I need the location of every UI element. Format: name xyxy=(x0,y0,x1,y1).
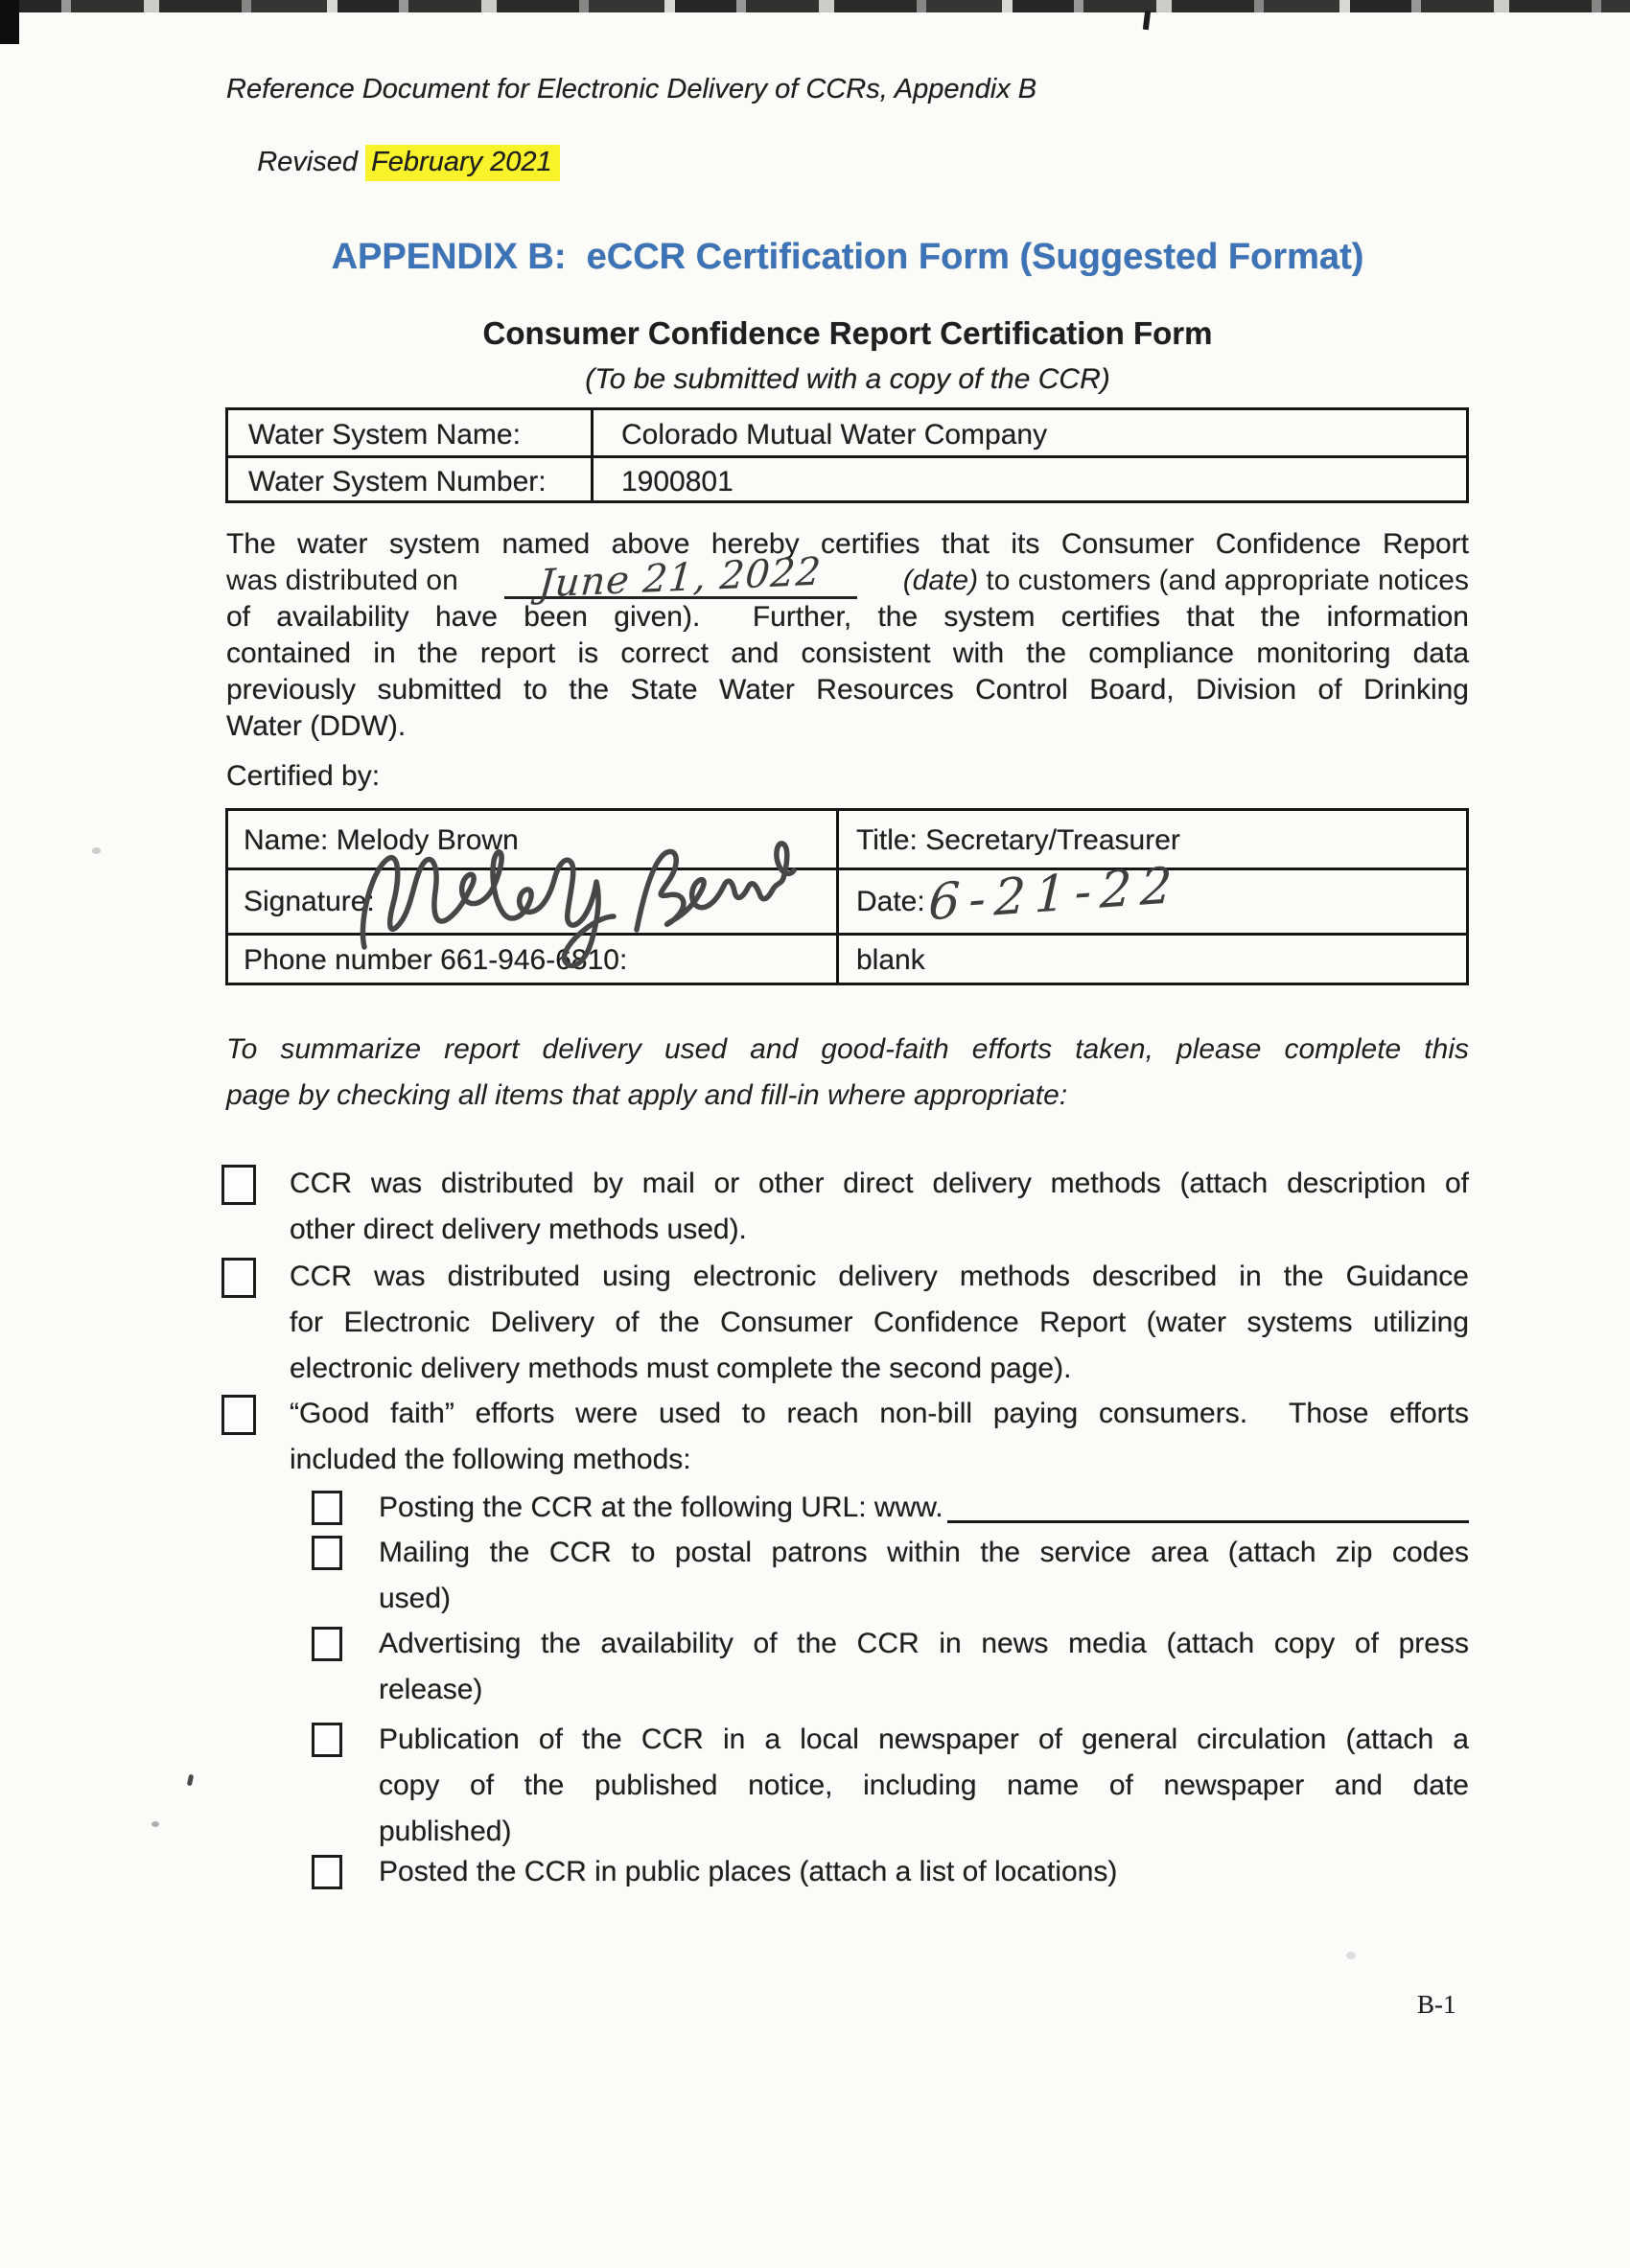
checkbox[interactable] xyxy=(312,1723,342,1757)
paragraph-line-with-date xyxy=(226,549,1469,607)
checkbox[interactable] xyxy=(312,1627,342,1661)
checklist-item-text: CCR was distributed by mail or other direct delivery methods (attach description of xyxy=(290,1168,1469,1199)
checklist-item-text: Posting the CCR at the following URL: www. xyxy=(379,1492,943,1523)
checklist-item-text-block xyxy=(290,1254,1469,1392)
checklist-item-text: included the following methods: xyxy=(290,1444,691,1475)
scan-artifact-strip xyxy=(0,0,1630,12)
water-system-number-value: 1900801 xyxy=(621,466,734,498)
table-row-divider xyxy=(228,933,1466,936)
checklist-item-text: CCR was distributed using electronic delivery methods described in the Guidance xyxy=(290,1261,1469,1292)
certified-by-label: Certified by: xyxy=(226,760,381,792)
paragraph-text: to customers (and appropriate notices xyxy=(978,565,1469,596)
checkbox[interactable] xyxy=(221,1165,256,1205)
checklist-item xyxy=(221,1254,1469,1392)
checklist-item xyxy=(312,1485,1469,1531)
checklist-item-text: release) xyxy=(379,1674,483,1705)
checklist-item-text-block xyxy=(379,1485,1469,1531)
checkbox[interactable] xyxy=(221,1395,256,1435)
stray-mark xyxy=(151,1821,159,1827)
checklist-item-text: published) xyxy=(379,1816,512,1847)
checkbox[interactable] xyxy=(312,1536,342,1570)
form-subtitle: (To be submitted with a copy of the CCR) xyxy=(585,363,1110,395)
checklist-item-text: used) xyxy=(379,1583,452,1614)
certification-paragraph xyxy=(226,526,1469,745)
checkbox[interactable] xyxy=(221,1258,256,1298)
paragraph-line: previously submitted to the State Water Resources Control Board, Division of Drinking xyxy=(226,674,1469,706)
checklist-item-text: Advertising the availability of the CCR in news media (attach copy of press xyxy=(379,1628,1469,1659)
revision-date-highlight: February 2021 xyxy=(365,145,560,181)
certification-date-handwritten: 6-21-22 xyxy=(927,856,1182,933)
signature-label: Signature: xyxy=(244,886,375,917)
checklist-item-text: Publication of the CCR in a local newspaper of general circulation (attach a xyxy=(379,1724,1469,1755)
scan-artifact-corner xyxy=(0,0,19,44)
phone-number: Phone number 661-946-6810: xyxy=(244,944,628,976)
paragraph-line: The water system named above hereby certifies that its Consumer Confidence Report xyxy=(226,528,1469,560)
form-title: Consumer Confidence Report Certification Form xyxy=(482,315,1213,351)
url-blank-line[interactable] xyxy=(947,1492,1469,1523)
revised-label: Revised xyxy=(257,147,366,177)
certifier-title: Title: Secretary/Treasurer xyxy=(856,824,1180,856)
checklist-item xyxy=(221,1161,1469,1253)
paragraph-line: Water (DDW). xyxy=(226,710,407,742)
paragraph-text xyxy=(903,563,1469,599)
water-system-number-label: Water System Number: xyxy=(248,466,547,498)
page-number: B-1 xyxy=(1417,1990,1456,2019)
certifier-name: Name: Melody Brown xyxy=(244,824,519,856)
checklist-item-text: for Electronic Delivery of the Consumer Confidence Report (water systems utilizing xyxy=(290,1307,1469,1338)
summary-instruction xyxy=(226,1027,1469,1119)
water-system-name-value: Colorado Mutual Water Company xyxy=(621,419,1048,451)
instruction-line: page by checking all items that apply and fill-in where appropriate: xyxy=(226,1079,1068,1111)
checklist-item xyxy=(221,1391,1469,1483)
table-row-divider xyxy=(228,868,1466,870)
checklist-item xyxy=(312,1621,1469,1713)
distribution-date-handwritten: June 21, 2022 xyxy=(537,549,824,607)
water-system-name-label: Water System Name: xyxy=(248,419,521,451)
certified-by-table xyxy=(225,808,1469,985)
distribution-date-field xyxy=(504,549,857,607)
checklist-item xyxy=(312,1717,1469,1855)
paragraph-line: contained in the report is correct and consistent with the compliance monitoring data xyxy=(226,637,1469,669)
checklist-item-text: Posted the CCR in public places (attach a list of locations) xyxy=(379,1856,1118,1887)
stray-mark xyxy=(1346,1952,1356,1959)
date-label-italic: (date) xyxy=(902,565,979,596)
header-revised-line xyxy=(226,107,560,217)
checklist-item xyxy=(312,1530,1469,1622)
checklist-item-line xyxy=(379,1485,1469,1531)
checklist-item-text: “Good faith” efforts were used to reach non-bill paying consumers. Those efforts xyxy=(290,1398,1469,1429)
paragraph-text: was distributed on xyxy=(226,565,458,596)
checklist-item-text: copy of the published notice, including name of newspaper and date xyxy=(379,1770,1469,1801)
checklist-item-text-block xyxy=(379,1717,1469,1855)
date-cell-note: blank xyxy=(856,944,925,976)
checklist-item-text-block xyxy=(379,1530,1469,1622)
checklist-item-text-block xyxy=(290,1161,1469,1253)
scan-artifact-tick xyxy=(1143,11,1151,31)
checklist-item xyxy=(312,1849,1469,1895)
checklist-item-text: electronic delivery methods must complete the second page). xyxy=(290,1353,1072,1384)
checklist-item-text-block xyxy=(379,1849,1469,1895)
checklist-item-text-block xyxy=(290,1391,1469,1483)
checklist-item-text: other direct delivery methods used). xyxy=(290,1214,747,1245)
stray-mark xyxy=(187,1774,194,1787)
table-row-divider xyxy=(228,455,1466,458)
checkbox[interactable] xyxy=(312,1491,342,1525)
checklist-item-text: Mailing the CCR to postal patrons within the service area (attach zip codes xyxy=(379,1537,1469,1568)
checkbox[interactable] xyxy=(312,1855,342,1889)
paragraph-line: of availability have been given). Further, the system certifies that the information xyxy=(226,601,1469,633)
table-column-divider xyxy=(836,811,839,983)
instruction-line: To summarize report delivery used and good-faith efforts taken, please complete this xyxy=(226,1033,1469,1065)
checklist-item-text-block xyxy=(379,1621,1469,1713)
water-system-table xyxy=(225,407,1469,503)
stray-mark xyxy=(92,847,101,854)
header-reference-line: Reference Document for Electronic Delivery of CCRs, Appendix B xyxy=(226,74,1037,104)
appendix-title: APPENDIX B: eCCR Certification Form (Suggested Format) xyxy=(331,237,1364,277)
date-label: Date: xyxy=(856,886,925,917)
